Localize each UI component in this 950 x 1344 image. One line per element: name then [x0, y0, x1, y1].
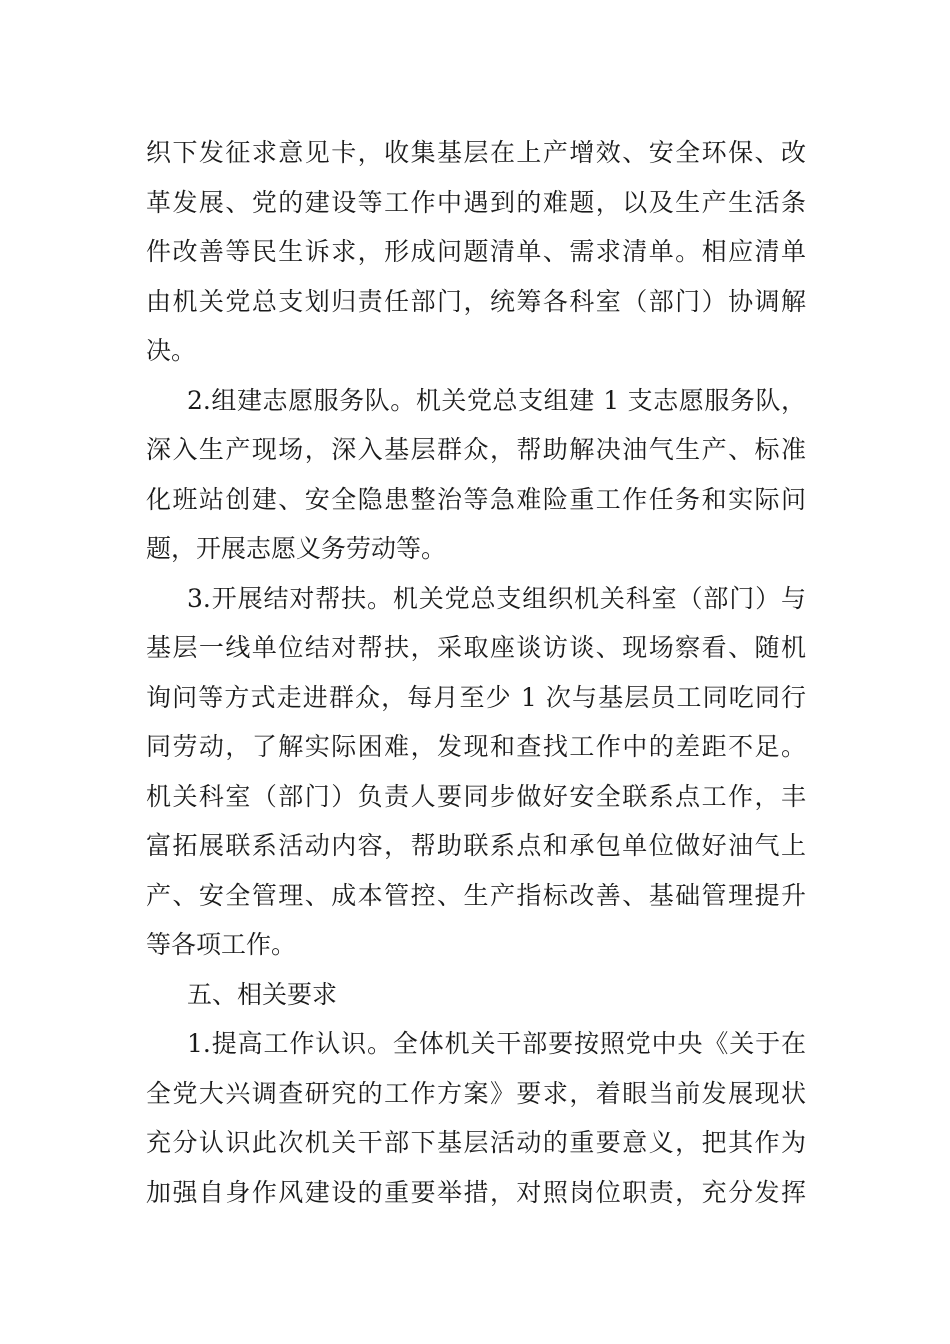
paragraph-volunteer-team — [146, 376, 806, 574]
text-line: 充分认识此次机关干部下基层活动的重要意义，把其作为 — [146, 1128, 806, 1157]
paragraph-pair-assistance — [146, 574, 806, 970]
paragraph-raise-awareness — [146, 1019, 806, 1217]
text-line: 化班站创建、安全隐患整治等急难险重工作任务和实际问 — [146, 484, 806, 514]
text-line: 织下发征求意见卡，收集基层在上产增效、安全环保、改 — [146, 138, 806, 167]
paragraph-collect-opinions — [146, 128, 806, 376]
text-line: 革发展、党的建设等工作中遇到的难题，以及生产生活条 — [146, 187, 806, 217]
text-line: 决。 — [146, 336, 197, 365]
text-line: 富拓展联系活动内容，帮助联系点和承包单位做好油气上 — [146, 831, 806, 860]
text-line: 加强自身作风建设的重要举措，对照岗位职责，充分发挥 — [146, 1177, 806, 1207]
text-line: 件改善等民生诉求，形成问题清单、需求清单。相应清单 — [146, 237, 806, 266]
section-heading: 五、相关要求 — [187, 979, 338, 1009]
text-line: 题，开展志愿义务劳动等。 — [146, 534, 447, 563]
text-line: 产、安全管理、成本管控、生产指标改善、基础管理提升 — [146, 880, 806, 910]
text-line: 2.组建志愿服务队。机关党总支组建 1 支志愿服务队， — [187, 385, 806, 415]
text-line: 等各项工作。 — [146, 930, 297, 959]
text-line: 询问等方式走进群众，每月至少 1 次与基层员工同吃同行 — [146, 682, 806, 712]
text-line: 1.提高工作认识。全体机关干部要按照党中央《关于在 — [187, 1029, 806, 1058]
document-body — [146, 128, 806, 1217]
text-line: 由机关党总支划归责任部门，统筹各科室（部门）协调解 — [146, 286, 806, 316]
text-line: 深入生产现场，深入基层群众，帮助解决油气生产、标准 — [146, 435, 806, 464]
text-line: 基层一线单位结对帮扶，采取座谈访谈、现场察看、随机 — [146, 633, 806, 662]
text-line: 同劳动，了解实际困难，发现和查找工作中的差距不足。 — [146, 732, 806, 761]
text-line: 全党大兴调查研究的工作方案》要求，着眼当前发展现状 — [146, 1078, 806, 1108]
text-line: 3.开展结对帮扶。机关党总支组织机关科室（部门）与 — [187, 583, 806, 613]
text-line: 机关科室（部门）负责人要同步做好安全联系点工作，丰 — [146, 781, 806, 811]
